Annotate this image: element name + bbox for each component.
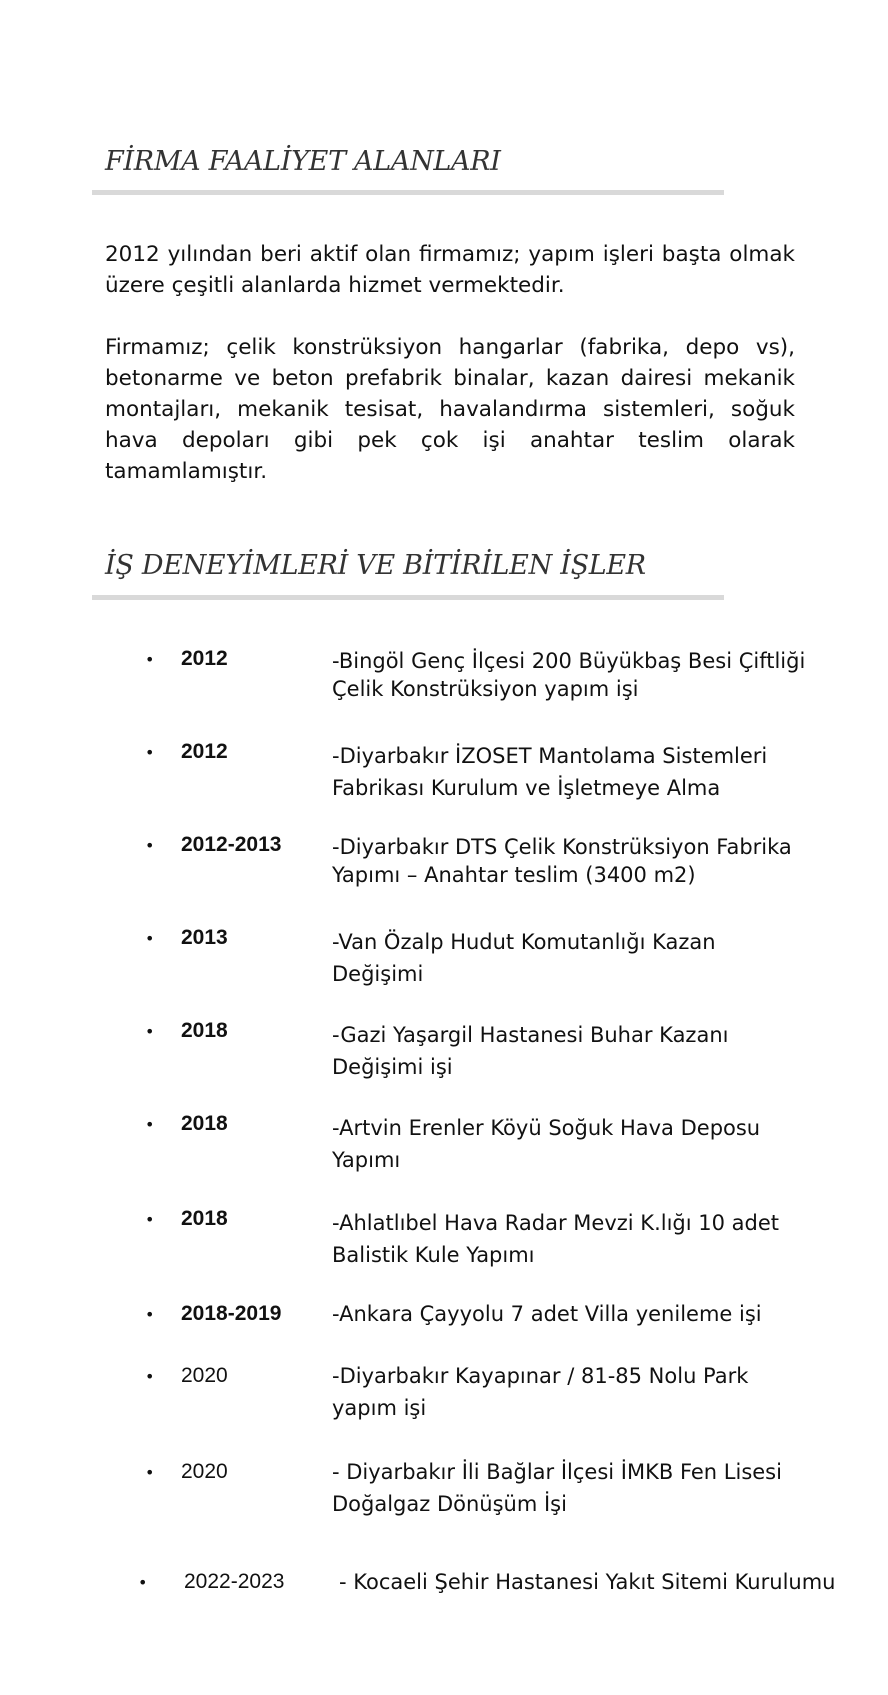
item-description: -Bingöl Genç İlçesi 200 Büyükbaş Besi Çiftliği Çelik Konstrüksiyon yapım işi [332,649,806,701]
bullet: • [145,1463,155,1482]
item-year: 2012-2013 [181,833,282,856]
item-description: -Ahlatlıbel Hava Radar Mevzi K.lığı 10 adet Balistik Kule Yapımı [332,1211,779,1267]
activities-paragraph: Firmamız; çelik konstrüksiyon hangarlar (fabrika, depo vs), betonarme ve beton prefabrik binalar, kazan dairesi mekanik montajları, mekanik tesisat, havalandırma sistemleri, soğuk hava depoları gibi pek çok işi anahtar teslim olarak tamamlamıştır. [105,335,795,484]
item-description: -Diyarbakır Kayapınar / 81-85 Nolu Park yapım işi [332,1364,749,1420]
item-year: 2013 [181,926,228,949]
bullet: • [145,1022,155,1041]
bullet: • [145,929,155,948]
bullet: • [145,650,155,669]
item-description: - Kocaeli Şehir Hastanesi Yakıt Sitemi Kurulumu [339,1570,836,1594]
item-year: 2022-2023 [184,1570,285,1593]
item-description: - Diyarbakır İli Bağlar İlçesi İMKB Fen Lisesi Doğalgaz Dönüşüm İşi [332,1460,782,1516]
item-description: -Van Özalp Hudut Komutanlığı Kazan Değişimi [332,930,716,986]
item-year: 2018 [181,1207,228,1230]
bullet: • [145,1115,155,1134]
section-title-experience: İŞ DENEYİMLERİ VE BİTİRİLEN İŞLER [105,550,646,581]
bullet: • [145,836,155,855]
section-title-activities: FİRMA FAALİYET ALANLARI [105,146,501,177]
item-year: 2020 [181,1364,228,1387]
item-description: -Diyarbakır İZOSET Mantolama Sistemleri Fabrikası Kurulum ve İşletmeye Alma [332,744,768,800]
item-year: 2018 [181,1112,228,1135]
item-description: -Gazi Yaşargil Hastanesi Buhar Kazanı Değişimi işi [332,1023,729,1079]
item-description: -Ankara Çayyolu 7 adet Villa yenileme işi [332,1302,762,1326]
item-year: 2018-2019 [181,1302,282,1325]
item-year: 2018 [181,1019,228,1042]
bullet: • [145,1367,155,1386]
item-year: 2012 [181,647,228,670]
bullet: • [145,1305,155,1324]
intro-paragraph: 2012 yılından beri aktif olan firmamız; yapım işleri başta olmak üzere çeşitli alanlarda hizmet vermektedir. [105,242,795,298]
bullet: • [145,743,155,762]
item-year: 2012 [181,740,228,763]
bullet: • [145,1210,155,1229]
item-year: 2020 [181,1460,228,1483]
item-description: -Artvin Erenler Köyü Soğuk Hava Deposu Yapımı [332,1116,761,1172]
bullet: • [138,1573,148,1592]
item-description: -Diyarbakır DTS Çelik Konstrüksiyon Fabrika Yapımı – Anahtar teslim (3400 m2) [332,835,792,887]
